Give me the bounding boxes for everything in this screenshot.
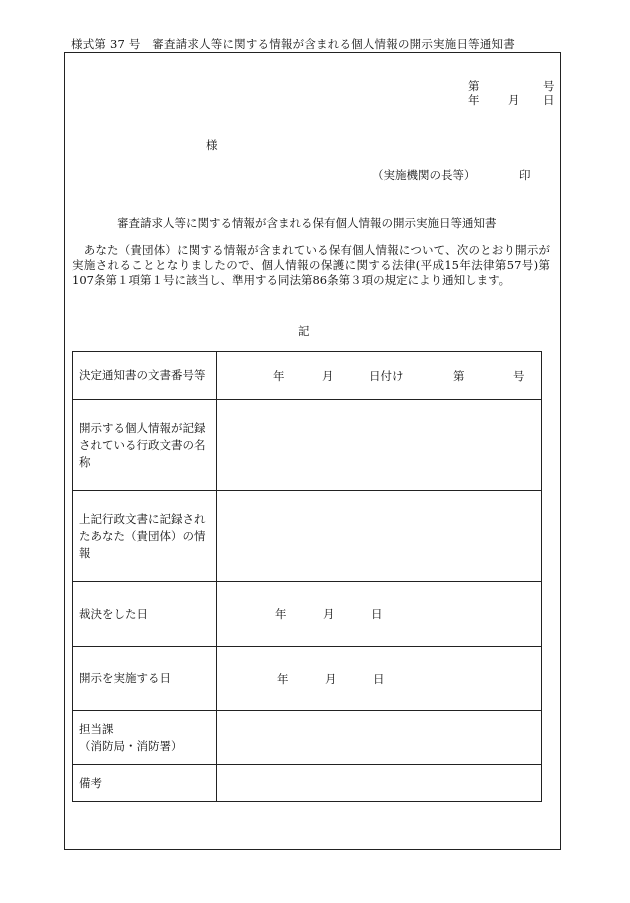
row-label-document-name: 開示する個人情報が記録されている行政文書の名称 [73, 400, 217, 491]
row-label-department: 担当課 （消防局・消防署） [73, 711, 217, 765]
table-row [73, 647, 542, 711]
seal-mark: 印 [519, 168, 531, 182]
addressee-sama: 様 [206, 138, 218, 152]
row-value-remarks [217, 765, 542, 802]
ki-heading: 記 [298, 324, 310, 338]
notice-title: 審査請求人等に関する情報が含まれる保有個人情報の開示実施日等通知書 [117, 216, 497, 230]
row-value-disclosure-date: 年 月 日 [217, 647, 542, 711]
table-row [73, 765, 542, 802]
row-value-ruling-date: 年 月 日 [217, 582, 542, 647]
date-nen: 年 [468, 93, 480, 107]
doc-number-go: 号 [543, 79, 555, 93]
table-row [73, 400, 542, 491]
body-paragraph: あなた（貴団体）に関する情報が含まれている保有個人情報について、次のとおり開示が実施されることとなりましたので、個人情報の保護に関する法律(平成15年法律第57号)第107条第１項第１号に該当し、準用する同法第86条第３項の規定により通知します。 [72, 243, 551, 287]
issuer-label: （実施機関の長等） [372, 168, 476, 182]
row-label-remarks: 備考 [73, 765, 217, 802]
row-value-your-info [217, 491, 542, 582]
form-number-title: 様式第 37 号 審査請求人等に関する情報が含まれる個人情報の開示実施日等通知書 [71, 37, 515, 51]
row-value-document-name [217, 400, 542, 491]
date-hi: 日 [543, 93, 555, 107]
table-row [73, 711, 542, 765]
row-label-decision-number: 決定通知書の文書番号等 [73, 352, 217, 400]
records-table [72, 351, 542, 802]
row-label-your-info: 上記行政文書に記録されたあなた（貴団体）の情報 [73, 491, 217, 582]
table-row [73, 582, 542, 647]
row-label-disclosure-date: 開示を実施する日 [73, 647, 217, 711]
table-row [73, 491, 542, 582]
row-value-decision-number: 年 月 日付け 第 号 [217, 352, 542, 400]
row-label-ruling-date: 裁決をした日 [73, 582, 217, 647]
row-value-department [217, 711, 542, 765]
doc-number-dai: 第 [468, 79, 480, 93]
table-row [73, 352, 542, 400]
date-tsuki: 月 [508, 93, 520, 107]
